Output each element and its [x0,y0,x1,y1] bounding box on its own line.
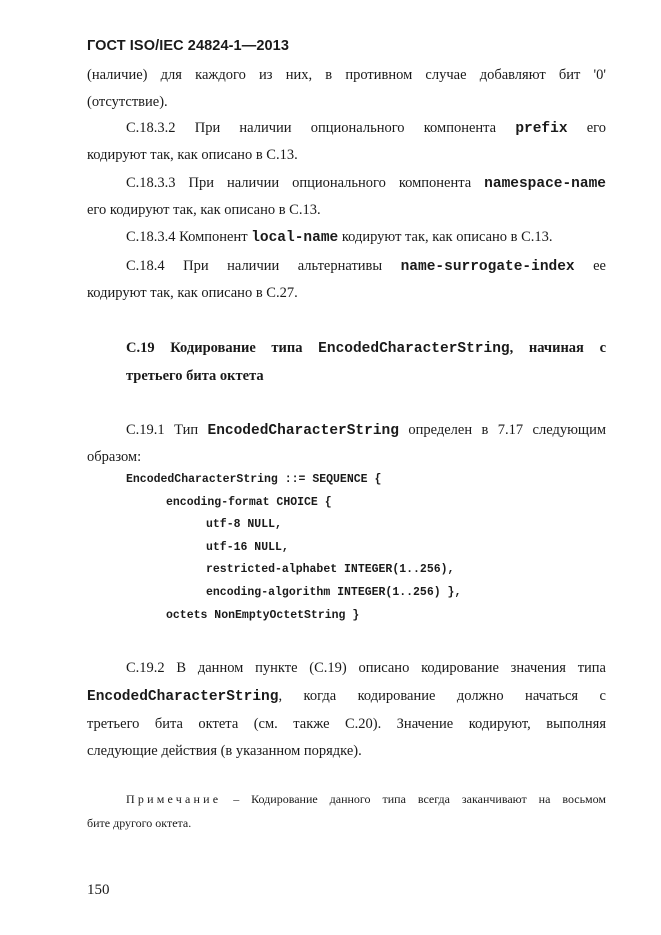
paragraph-text: С.18.3.2 При наличии опционального компонента [126,120,497,136]
note-label: Примечание [126,792,222,806]
code-term: namespace-name [484,176,606,192]
paragraph-line [126,174,606,193]
paragraph-line [87,284,298,302]
code-line: restricted-alphabet INTEGER(1..256), [206,563,455,576]
code-line: encoding-algorithm INTEGER(1..256) }, [206,586,462,599]
note-text: – Кодирование данного типа всегда заканчивают на восьмом [221,792,606,806]
paragraph-text: его [586,120,607,136]
paragraph-line [87,66,606,84]
page-header: ГОСТ ISO/IEC 24824-1—2013 [87,38,289,54]
section-heading [126,339,606,358]
paragraph-line [87,448,141,466]
paragraph-line [87,146,298,164]
paragraph-text: его кодируют так, как описано в С.13. [87,202,321,218]
section-heading-line2: третьего бита октета [126,368,264,384]
heading-text: , начиная с [509,340,607,356]
paragraph-line [87,687,606,706]
paragraph-text: С.18.3.4 Компонент [126,229,248,245]
code-term: local-name [251,230,339,246]
paragraph-text: кодируют так, как описано в С.27. [87,285,298,301]
paragraph-line [126,421,606,440]
code-term: EncodedCharacterString [87,689,279,705]
note-line [87,815,191,831]
paragraph-line [87,715,606,733]
code-line: octets NonEmptyOctetString } [166,609,360,622]
paragraph-line [87,742,362,760]
note-line [126,791,606,807]
paragraph-line [126,257,606,276]
paragraph-text: С.19.2 В данном пункте (С.19) описано кодирование значения типа [126,660,606,676]
code-term: prefix [515,121,568,137]
code-term: EncodedCharacterString [207,423,399,439]
paragraph-line [126,119,606,138]
page-number: 150 [87,882,110,898]
paragraph-line [126,228,553,247]
paragraph-text: определен в 7.17 следующим [408,422,607,438]
paragraph-text: ее [593,258,606,274]
code-term: name-surrogate-index [400,259,575,275]
code-line: encoding-format CHOICE { [166,496,332,509]
code-line: utf-16 NULL, [206,541,289,554]
paragraph-text: С.19.1 Тип [126,422,199,438]
paragraph-line [126,659,606,677]
paragraph-text: С.18.3.3 При наличии опционального компонента [126,175,472,191]
code-line: EncodedCharacterString ::= SEQUENCE { [126,473,382,486]
paragraph-text: следующие действия (в указанном порядке). [87,743,362,759]
code-line: utf-8 NULL, [206,518,282,531]
paragraph-text: кодируют так, как описано в С.13. [87,147,298,163]
paragraph-line [87,201,321,219]
paragraph-text: (наличие) для каждого из них, в противном случае добавляют бит '0' [87,67,606,83]
paragraph-text: (отсутствие). [87,94,168,110]
note-text: бите другого октета. [87,816,192,830]
paragraph-text: кодируют так, как описано в С.13. [341,229,553,245]
paragraph-line [87,93,168,111]
paragraph-text: третьего бита октета (см. также С.20). Значение кодируют, выполняя [87,716,606,732]
paragraph-text: образом: [87,449,142,465]
heading-text: С.19 Кодирование типа [126,340,303,356]
paragraph-text: , когда кодирование должно начаться с [278,688,606,704]
code-term: EncodedCharacterString [318,341,510,357]
paragraph-text: С.18.4 При наличии альтернативы [126,258,383,274]
